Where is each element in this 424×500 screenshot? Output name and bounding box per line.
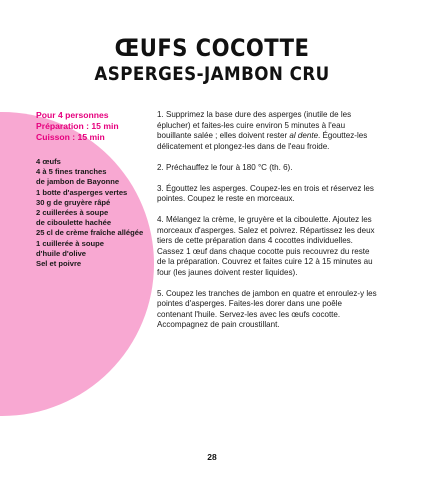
prep-time: Préparation : 15 min xyxy=(36,120,119,131)
recipe-subtitle: ASPERGES-JAMBON CRU xyxy=(94,63,330,85)
page-number: 28 xyxy=(207,452,217,462)
ingredient-line: 30 g de gruyère râpé xyxy=(36,197,111,207)
ingredient-line: 1 cuillerée à soupe xyxy=(36,238,104,248)
ingredient-line: d'huile d'olive xyxy=(36,248,87,258)
ingredient-list xyxy=(36,157,154,269)
ingredient-line: 2 cuillerées à soupe xyxy=(36,208,109,218)
ingredient-line: de ciboulette hachée xyxy=(36,218,112,228)
step-4: 4. Mélangez la crème, le gruyère et la ciboulette. Ajoutez les morceaux d'asperges. Salez et poivrez. Répartissez les deux tiers de cette préparation dans 4 cocottes individuelles. Cassez 1 œuf dans chaque cocotte puis recouvrez du reste de la préparation. Couvrez et faites cuire 12 à 15 minutes au four (les jaunes doivent rester liquides). xyxy=(157,215,375,277)
ingredient-line: de jambon de Bayonne xyxy=(36,177,120,187)
recipe-steps xyxy=(157,110,379,341)
step-2: 2. Préchauffez le four à 180 °C (th. 6). xyxy=(157,162,293,172)
step-5: 5. Coupez les tranches de jambon en quatre et enroulez-y les pointes d'asperges. Faites-les dorer dans une poêle contenant l'huile. Servez-les avec les œufs cocotte. Accompagnez de pain croustillant. xyxy=(157,288,377,329)
recipe-meta xyxy=(36,110,119,142)
servings: Pour 4 personnes xyxy=(36,110,109,120)
cook-time: Cuisson : 15 min xyxy=(36,131,105,142)
ingredient-line: 4 à 5 fines tranches xyxy=(36,167,107,177)
ingredient-line: 4 œufs xyxy=(36,157,61,166)
step-3: 3. Égouttez les asperges. Coupez-les en trois et réservez les pointes. Coupez le reste en morceaux. xyxy=(157,183,374,203)
recipe-title: ŒUFS COCOTTE xyxy=(114,34,310,62)
ingredient-line: 25 cl de crème fraîche allégée xyxy=(36,228,144,238)
ingredient-line: 1 botte d'asperges vertes xyxy=(36,187,128,197)
ingredient-line: Sel et poivre xyxy=(36,259,82,269)
step-1: 1. Supprimez la base dure des asperges (inutile de les éplucher) et faites-les cuire environ 5 minutes à l'eau bouillante salée ; elles doivent rester al dente. Égouttez-les délicatement et plongez-les dans de l'eau froide. xyxy=(157,110,368,151)
